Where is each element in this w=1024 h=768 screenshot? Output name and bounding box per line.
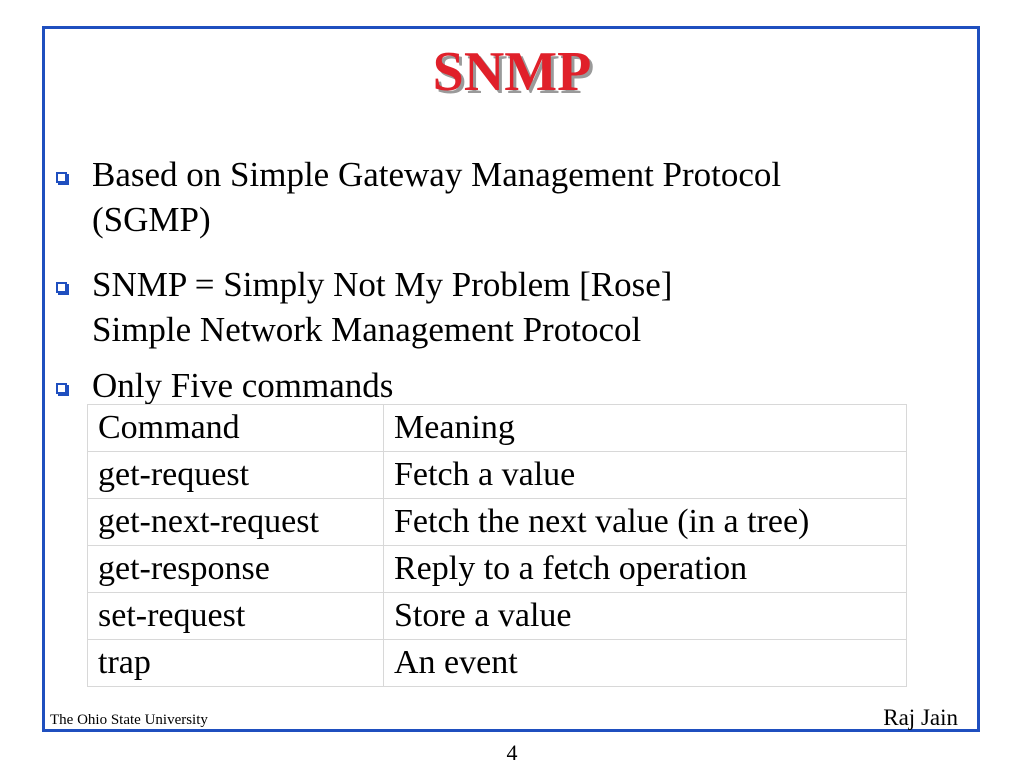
bullet-line: Simple Network Management Protocol (92, 310, 642, 349)
square-bullet-icon (56, 282, 67, 293)
bullet-text (92, 262, 672, 352)
table-row (88, 593, 907, 640)
table-cell-command: get-next-request (88, 499, 384, 546)
table-row (88, 546, 907, 593)
square-bullet-icon (56, 172, 67, 183)
table-cell-meaning: Fetch a value (384, 452, 907, 499)
table-header-row (88, 405, 907, 452)
table-cell-meaning: Reply to a fetch operation (384, 546, 907, 593)
table-cell-command: get-request (88, 452, 384, 499)
table-cell-command: set-request (88, 593, 384, 640)
table-row (88, 640, 907, 687)
table-header-cell: Meaning (384, 405, 907, 452)
table-header-cell: Command (88, 405, 384, 452)
table-row (88, 499, 907, 546)
square-bullet-icon (56, 383, 67, 394)
table-cell-command: get-response (88, 546, 384, 593)
bullet-line: (SGMP) (92, 200, 211, 239)
footer-organization: The Ohio State University (50, 712, 208, 728)
bullet-line: Only Five commands (92, 366, 394, 405)
page-number: 4 (506, 740, 518, 765)
table-cell-command: trap (88, 640, 384, 687)
bullet-text (92, 152, 781, 242)
slide-title: SNMP (432, 41, 592, 103)
commands-table (87, 404, 907, 687)
bullet-line: SNMP = Simply Not My Problem [Rose] (92, 265, 673, 304)
table-cell-meaning: Store a value (384, 593, 907, 640)
table-cell-meaning: Fetch the next value (in a tree) (384, 499, 907, 546)
bullet-line: Based on Simple Gateway Management Protocol (92, 155, 782, 194)
table-row (88, 452, 907, 499)
table-cell-meaning: An event (384, 640, 907, 687)
footer-author: Raj Jain (883, 705, 958, 730)
bullet-text (92, 363, 393, 408)
